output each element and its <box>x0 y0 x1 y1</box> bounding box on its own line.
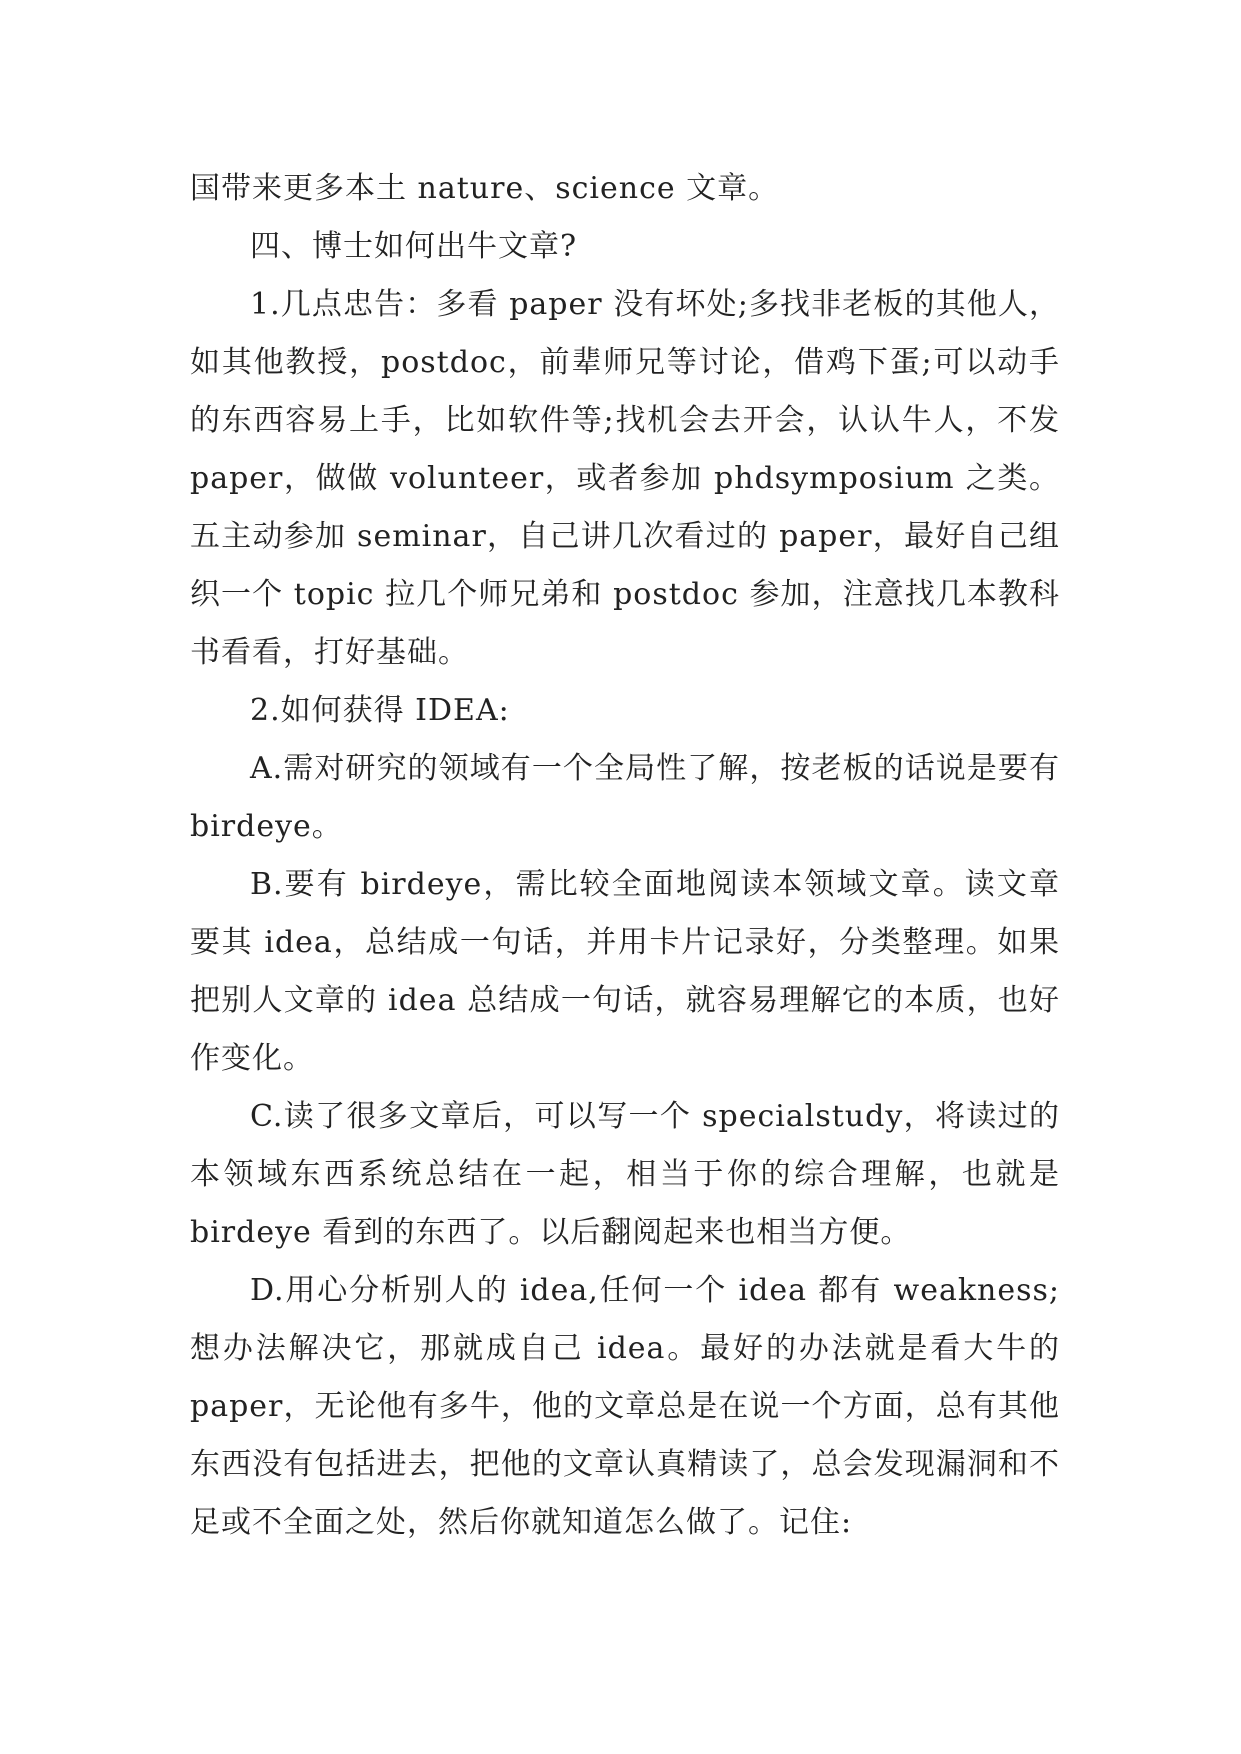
paragraph-6: B.要有 birdeye，需比较全面地阅读本领域文章。读文章要其 idea，总结成一句话，并用卡片记录好，分类整理。如果把别人文章的 idea 总结成一句话，就容易理解它的本质，也好作变化。 <box>190 867 1060 1076</box>
document-body <box>190 160 1060 1552</box>
paragraph-7: C.读了很多文章后，可以写一个 specialstudy，将读过的本领域东西系统总结在一起，相当于你的综合理解，也就是 birdeye 看到的东西了。以后翻阅起来也相当方便。 <box>190 1099 1060 1250</box>
paragraph-1: 国带来更多本土 nature、science 文章。 <box>190 171 780 206</box>
paragraph-5: A.需对研究的领域有一个全局性了解，按老板的话说是要有 birdeye。 <box>190 751 1060 844</box>
paragraph-2: 四、博士如何出牛文章? <box>250 229 578 264</box>
paragraph-8: D.用心分析别人的 idea,任何一个 idea 都有 weakness;想办法解决它，那就成自己 idea。最好的办法就是看大牛的 paper，无论他有多牛，他的文章总是在说一个方面，总有其他东西没有包括进去，把他的文章认真精读了，总会发现漏洞和不足或不全面之处，然后你就知道怎么做了。记住: <box>190 1273 1060 1540</box>
paragraph-3: 1.几点忠告：多看 paper 没有坏处;多找非老板的其他人，如其他教授，postdoc，前辈师兄等讨论，借鸡下蛋;可以动手的东西容易上手，比如软件等;找机会去开会，认认牛人，不发 paper，做做 volunteer，或者参加 phdsymposium 之类。五主动参加 seminar，自己讲几次看过的 paper，最好自己组织一个 topic 拉几个师兄弟和 postdoc 参加，注意找几本教科书看看，打好基础。 <box>190 287 1060 670</box>
paragraph-4: 2.如何获得 IDEA: <box>250 693 510 728</box>
